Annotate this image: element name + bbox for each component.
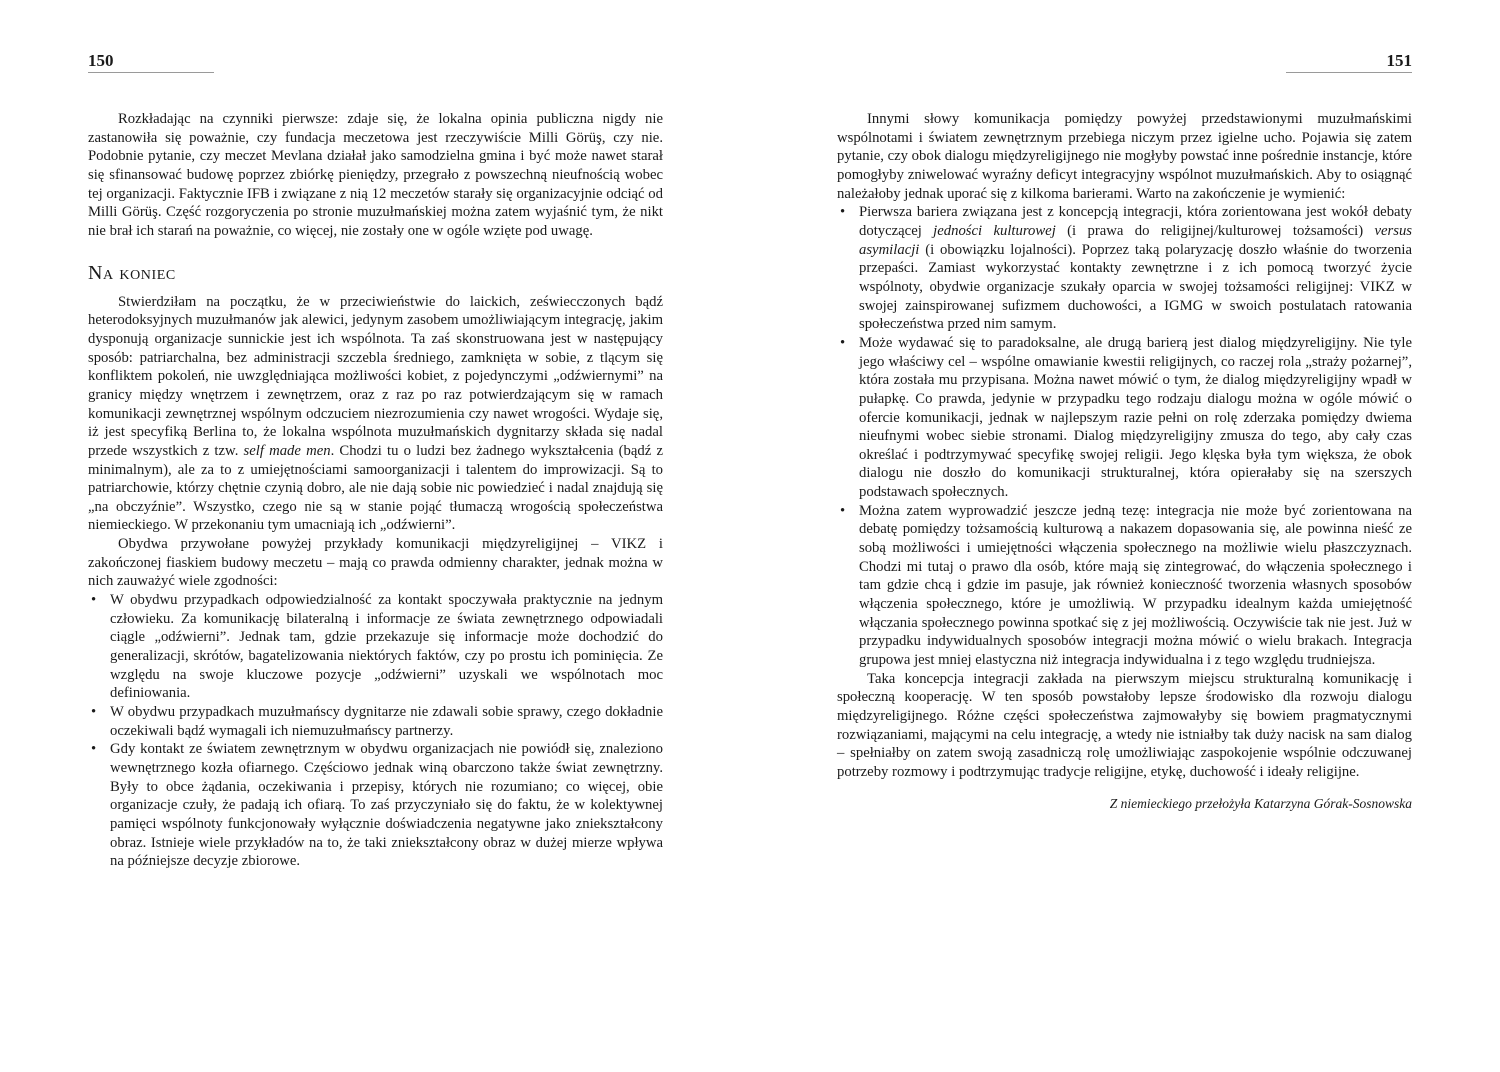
bullet-text: Pierwsza bariera związana jest z koncepcją integracji, która zorientowana jest wokół debaty dotyczącej [859, 204, 1412, 239]
italic-phrase: versus asymilacji [859, 222, 1412, 258]
italic-phrase: self made men [243, 442, 331, 459]
bullet-item: • Gdy kontakt ze światem zewnętrznym w obydwu organizacjach nie powiódł się, znaleziono wewnętrznego kozła ofiarnego. Częściowo jednak winą obarczono także świat zewnętrzny. Były to obce żądania, oczekiwania i przepisy, których nie rozumiano; co więcej, obie organizacje czuły, że padają ich ofiarą. To zaś przyczyniało się do faktu, że w kolektywnej pamięci wspólnoty funkcjonowały wyłącznie doświadczenia negatywne jako zniekształcony obraz. Istnieje wiele przykładów na to, że taki zniekształcony obraz w dużej mierze wpływa na późniejsze decyzje zbiorowe. [88, 740, 663, 871]
page-number-left: 150 [88, 51, 214, 73]
section-heading: Na koniec [88, 261, 176, 284]
bullet-text: (i prawa do religijnej/kulturowej tożsamości) [1055, 222, 1375, 239]
left-page-body [88, 110, 663, 871]
page-number-right: 151 [1286, 51, 1412, 73]
paragraph-text: . Chodzi tu o ludzi bez żadnego wykształcenia (bądź z minimalnym), ale za to z umiejętnościami samoorganizacji i talentem do improwizacji. Są to patriarchowie, którzy chętnie czynią dobro, ale nie dają sobie nic powiedzieć i nadal znajdują się „na obczyźnie”. Wszystko, czego nie są w stanie pojąć tłumaczą wrogością społeczeństwa niemieckiego. W przekonaniu tym umacniają ich „odźwierni”. [88, 442, 663, 534]
bullet-item: • W obydwu przypadkach muzułmańscy dygnitarze nie zdawali sobie sprawy, czego dokładnie oczekiwali bądź wymagali ich niemuzułmańscy partnerzy. [88, 703, 663, 740]
italic-phrase: jedności kulturowej [933, 222, 1056, 239]
bullet-item: • Można zatem wyprowadzić jeszcze jedną tezę: integracja nie może być zorientowana na debatę pomiędzy tożsamością kulturową a nakazem dopasowania się, ale powinna nieść ze sobą możliwości i umiejętności włączenia społecznego na możliwie wielu płaszczyznach. Chodzi mi tutaj o prawo dla osób, które mają się zintegrować, do włączenia społecznego i tam gdzie chcą i gdzie im pasuje, jak również konieczność tworzenia własnych sposobów włączenia społecznego, które je umożliwią. W przypadku idealnym każda umiejętność włączania społecznego powinna spotkać się z jej możliwością. Oczywiście tak nie jest. Już w przypadku indywidualnych sposobów integracji można mówić o wielu brakach. Integracja grupowa jest mniej elastyczna niż integracja indywidualna i z tego względu trudniejsza. [837, 502, 1412, 670]
bullet-item: • W obydwu przypadkach odpowiedzialność za kontakt spoczywała praktycznie na jednym człowieku. Za komunikację bilateralną i informacje ze świata zewnętrznego odpowiadali ciągle „odźwierni”. Jednak tam, gdzie przekazuje się informacje może dochodzić do generalizacji, skrótów, bagatelizowania niektórych faktów, czy po prostu ich pominięcia. Ze względu na swoje kluczowe pozycje „odźwierni” uzyskali we wspólnotach moc definiowania. [88, 591, 663, 703]
bullet-list [837, 203, 1412, 669]
paragraph: Taka koncepcja integracji zakłada na pierwszym miejscu strukturalną komunikację i społeczną kooperację. W ten sposób powstałoby lepsze środowisko dla rozwoju dialogu międzyreligijnego. Różne części społeczeństwa zajmowałyby się bowiem pragmatycznymi rozwiązaniami, mającymi na celu integrację, a wtedy nie istniałby tak duży nacisk na sam dialog – spełniałby on zatem swoją zasadniczą rolę umożliwiając zaspokojenie wspólnie odczuwanej potrzeby rozmowy i podtrzymując tradycje religijne, etykę, duchowość i ideały religijne. [837, 670, 1412, 780]
paragraph-text: Stwierdziłam na początku, że w przeciwieństwie do laickich, zeświecczonych bądź heterodoksyjnych muzułmanów jak alewici, jedynym zasobem umożliwiającym integrację, jakim dysponują organizacje sunnickie jest ich wspólnota. Ta zaś skonstruowana jest w następujący sposób: patriarchalna, bez administracji szczebla średniego, zamknięta w sobie, z tlącym się konfliktem pokoleń, nie uwzględniająca możliwości kobiet, z pojedynczymi „odźwiernymi” na granicy między wnętrzem i zewnętrzem, oraz z raz po raz potwierdzającym się w ramach komunikacji zewnętrznej wspólnym odczuciem niezrozumienia czy nawet wrogości. Wydaje się, iż jest specyfiką Berlina to, że lokalna wspólnota muzułmańskich dygnitarzy składa się nadal przede wszystkich z tzw. [88, 293, 663, 459]
bullet-item: • Może wydawać się to paradoksalne, ale drugą barierą jest dialog międzyreligijny. Nie tyle jego właściwy cel – wspólne omawianie kwestii religijnych, co raczej rola „straży pożarnej”, która została mu przypisana. Można nawet mówić o tym, że dialog międzyreligijny wpadł w pułapkę. Co prawda, jedynie w przypadku tego rodzaju dialogu można w ogóle mówić o ofercie komunikacji, jednak w najlepszym razie pełni on rolę zderzaka pomiędzy dwiema nieufnymi wobec siebie stronami. Dialog międzyreligijny zmusza do tego, aby cały czas określać i podtrzymywać specyfikę swojej religii. Jego klęska była tym większa, że obok dialogu nie doszło do komunikacji strukturalnej, która opierałaby się na szerszych podstawach społecznych. [837, 334, 1412, 502]
right-page-body [837, 110, 1412, 813]
paragraph [88, 293, 663, 536]
paragraph: Innymi słowy komunikacja pomiędzy powyżej przedstawionymi muzułmańskimi wspólnotami i światem zewnętrznym przebiega niczym przez igielne ucho. Pojawia się zatem pytanie, czy obok dialogu międzyreligijnego nie mogłyby powstać inne pośrednie instancje, które pomogłyby zniwelować wyraźny deficyt integracyjny wspólnot muzułmańskich. Aby to osiągnąć należałoby jednak uporać się z kilkoma barierami. Warto na zakończenie je wymienić: [837, 111, 1412, 202]
translator-credit: Z niemieckiego przełożyła Katarzyna Górak-Sosnowska [1109, 795, 1412, 811]
paragraph: Rozkładając na czynniki pierwsze: zdaje się, że lokalna opinia publiczna nigdy nie zastanowiła się poważnie, czy fundacja meczetowa jest rzeczywiście Milli Görüş, czy nie. Podobnie pytanie, czy meczet Mevlana działał jako samodzielna gmina i być może nawet starał się sfinansować budowę poprzez zbiórkę pieniędzy, przegrało z powszechną nieufnością wobec tej organizacji. Faktycznie IFB i związane z nią 12 meczetów starały się organizacyjnie odciąć od Milli Görüş. Część rozgoryczenia po stronie muzułmańskiej można zatem wyjaśnić tym, że nikt nie brał ich starań na poważnie, co więcej, nie zostały one w ogóle wzięte pod uwagę. [88, 111, 663, 239]
bullet-text: (i obowiązku lojalności). Poprzez taką polaryzację doszło właśnie do tworzenia przepaści. Zamiast wykorzystać kontakty zewnętrzne i z ich pomocą tworzyć życie wspólnoty, obydwie organizacje szukały oparcia w swojej tożsamości religijnej: VIKZ w swojej zainspirowanej sufizmem duchowości, a IGMG w swoich postulatach ratowania społeczeństwa przed nim samym. [859, 241, 1412, 333]
paragraph: Obydwa przywołane powyżej przykłady komunikacji międzyreligijnej – VIKZ i zakończonej fiaskiem budowy meczetu – mają co prawda odmienny charakter, jednak można w nich zauważyć wiele zgodności: [88, 536, 663, 590]
bullet-item [837, 203, 1412, 334]
bullet-list [88, 591, 663, 871]
